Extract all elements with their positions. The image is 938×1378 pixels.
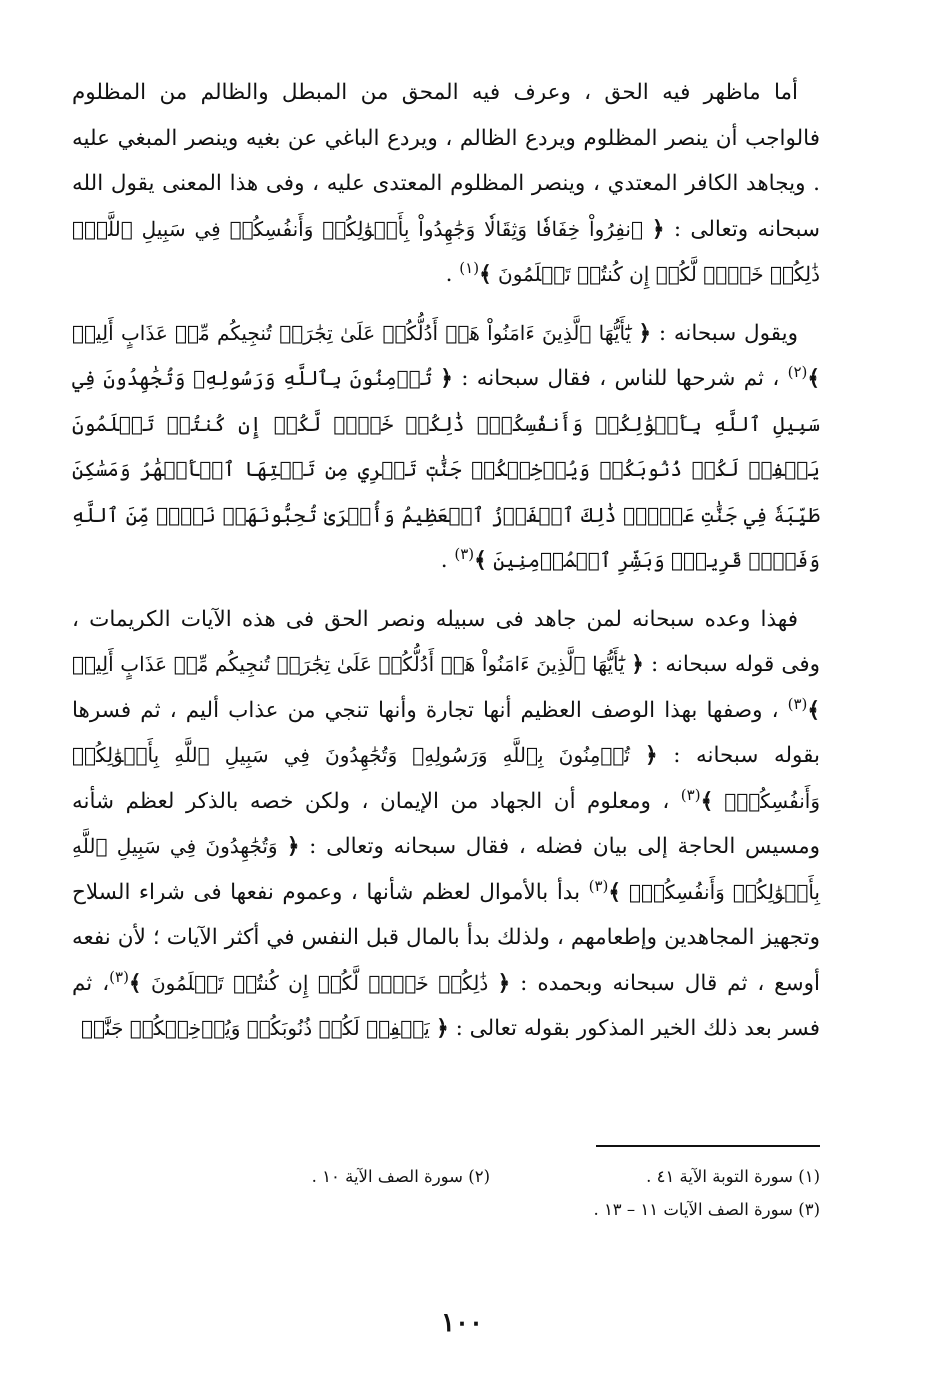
footnote-ref: (٣) (109, 967, 129, 986)
quran-verse: يَٰٓأَيُّهَا ٱلَّذِينَ ءَامَنُواْ هَلۡ أَدُلُّكُمۡ عَلَىٰ تِجَٰرَةٖ تُنجِيكُم مِّنۡ عَذَابٍ أَلِيمٖ (72, 652, 632, 676)
footnote-divider (596, 1145, 820, 1147)
body-text: فهذا وعده سبحانه لمن جاهد فى سبيله ونصر الحق فى هذه الآيات الكريمات ، وفى قوله سبحانه : (72, 606, 820, 677)
ornate-bracket: ﴿ (638, 320, 652, 346)
main-text (72, 70, 820, 1052)
ornate-bracket: ﴾ (474, 548, 487, 573)
quran-verse: يَغۡفِرۡ لَكُمۡ ذُنُوبَكُمۡ وَيُدۡخِلۡكُمۡ جَنَّٰتٖ (81, 1016, 437, 1040)
footnote-ref: (٣) (680, 785, 701, 804)
body-text: أما ماظهر فيه الحق ، وعرف فيه المحق من المبطل والظالم من المظلوم فالواجب أن ينصر المظلوم ويردع الظالم ، ويردع الباغي عن بغيه وينصر المبغي عليه . ويجاهد الكافر المعتدي ، وينصر المظلوم المعتدى عليه ، وفى هذا المعنى يقول الله سبحانه وتعالى : (72, 80, 821, 242)
footnote-2: (٢) سورة الصف الآية ١٠ . (311, 1167, 490, 1186)
ornate-bracket: ﴿ (645, 743, 658, 768)
footnote-ref: (٣) (454, 544, 475, 563)
paragraph-1 (72, 70, 820, 298)
footnote-ref: (٣) (787, 694, 808, 713)
quran-verse: ذَٰلِكُمۡ خَيۡرٞ لَّكُمۡ إِن كُنتُمۡ تَعۡلَمُونَ (141, 970, 498, 995)
ornate-bracket: ﴾ (128, 970, 142, 996)
body-text: . (445, 262, 460, 287)
paragraph-2 (72, 311, 820, 584)
quran-verse: يَٰٓأَيُّهَا ٱلَّذِينَ ءَامَنُواْ هَلۡ أَدُلُّكُمۡ عَلَىٰ تِجَٰرَةٖ تُنجِيكُم مِّنۡ عَذَابٍ أَلِيمٖ (72, 320, 639, 345)
body-text: ، ومعلوم أن الجهاد من الإيمان ، ولكن خصه بالذكر لعظم شأنه ومسيس الحاجة إلى بيان فضله ، فقال سبحانه وتعالى : (72, 788, 820, 859)
footnote-1: (١) سورة التوبة الآية ٤١ . (646, 1167, 820, 1186)
ornate-bracket: ﴾ (700, 788, 714, 814)
quran-verse: تُؤۡمِنُونَ بِٱللَّهِ وَرَسُولِهِۦ وَتُجَٰهِدُونَ فِي سَبِيلِ ٱللَّهِ بِأَمۡوَٰلِكُمۡ وَأَنفُسِكُمۡۚ (72, 743, 820, 813)
ornate-bracket: ﴿ (497, 970, 511, 996)
footnote-row-2 (260, 1193, 820, 1226)
ornate-bracket: ﴿ (440, 366, 453, 391)
ornate-bracket: ﴾ (807, 697, 820, 723)
quran-verse: وَتُجَٰهِدُونَ فِي سَبِيلِ ٱللَّهِ بِأَمۡوَٰلِكُمۡ وَأَنفُسِكُمۡۚ (72, 834, 820, 904)
body-text: ، ثم فسر بعد ذلك الخير المذكور بقوله تعالى : (72, 970, 820, 1041)
ornate-bracket: ﴿ (436, 1016, 449, 1041)
footnote-ref: (١) (459, 258, 480, 277)
quran-verse: ٱنفِرُواْ خِفَافٗا وَثِقَالٗا وَجَٰهِدُواْ بِأَمۡوَٰلِكُمۡ وَأَنفُسِكُمۡ فِي سَبِيلِ ٱللَّهِۚ ذَٰلِكُمۡ خَيۡرٞ لَّكُمۡ إِن كُنتُمۡ تَعۡلَمُونَ (72, 216, 820, 286)
body-text: بدأ بالأموال لعظم شأنها ، وعموم نفعها فى شراء السلاح وتجهيز المجاهدين وإطعامهم ، ولذلك بدأ بالمال قبل النفس في أكثر الآيات ؛ لأن نفعه أوسع ، ثم قال سبحانه وبحمده : (72, 879, 820, 996)
ornate-bracket: ﴾ (608, 879, 621, 905)
ornate-bracket: ﴿ (286, 834, 300, 859)
paragraph-3 (72, 597, 820, 1052)
footnote-row-1 (260, 1160, 820, 1193)
ornate-bracket: ﴿ (651, 216, 665, 242)
quran-verse: تُؤۡمِنُونَ بِٱللَّهِ وَرَسُولِهِۦ وَتُجَٰهِدُونَ فِي سَبِيلِ ٱللَّهِ بِأَمۡوَٰلِكُمۡ وَأَنفُسِكُمۡۚ ذَٰلِكُمۡ خَيۡرٞ لَّكُمۡ إِن كُنتُمۡ تَعۡلَمُونَ يَغۡفِرۡ لَكُمۡ ذُنُوبَكُمۡ وَيُدۡخِلۡكُمۡ جَنَّٰتٖ تَجۡرِي مِن تَحۡتِهَا ٱلۡأَنۡهَٰرُ وَمَسَٰكِنَ طَيِّبَةٗ فِي جَنَّٰتِ عَدۡنٖۚ ذَٰلِكَ ٱلۡفَوۡزُ ٱلۡعَظِيمُ وَأُخۡرَىٰ تُحِبُّونَهَاۖ نَصۡرٞ مِّنَ ٱللَّهِ وَفَتۡحٞ قَرِيبٞۗ وَبَشِّرِ ٱلۡمُؤۡمِنِينَ (72, 366, 820, 572)
ornate-bracket: ﴿ (631, 652, 644, 677)
ornate-bracket: ﴾ (807, 366, 820, 391)
body-text: ، وصفها بهذا الوصف العظيم أنها تجارة وأنها تنجي من عذاب أليم ، ثم فسرها بقوله سبحانه : (72, 697, 820, 768)
footnote-ref: (٢) (787, 362, 808, 381)
footnote-3: (٣) سورة الصف الآيات ١١ – ١٣ . (593, 1200, 820, 1219)
body-text: . (440, 548, 455, 573)
page-number: ١٠٠ (441, 1308, 483, 1338)
ornate-bracket: ﴾ (479, 262, 492, 287)
footnote-ref: (٣) (588, 876, 609, 895)
body-text: ، ثم شرحها للناس ، فقال سبحانه : (452, 366, 788, 391)
body-text: ويقول سبحانه : (651, 320, 798, 346)
footnotes (260, 1160, 820, 1226)
